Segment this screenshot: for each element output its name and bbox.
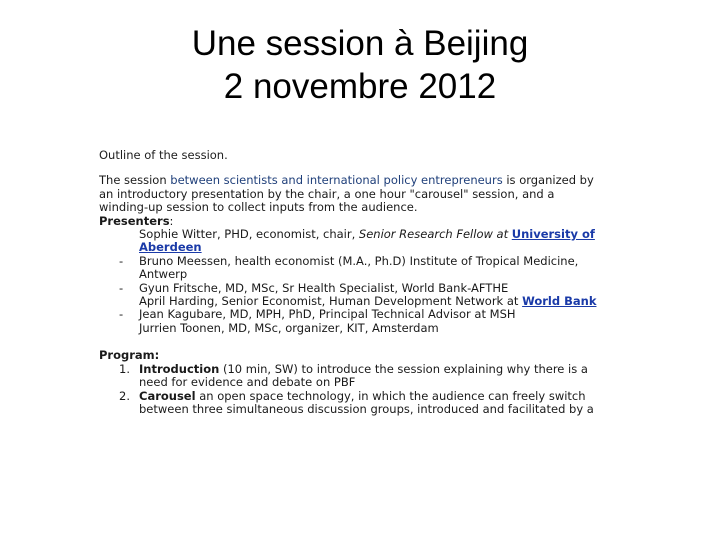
presenter-item xyxy=(99,308,599,321)
presenter-item xyxy=(99,282,599,295)
presenter-item xyxy=(99,228,599,255)
world-bank-link[interactable]: World Bank xyxy=(522,294,597,309)
program-heading: Program: xyxy=(99,348,160,363)
presenters-label: Presenters xyxy=(99,213,170,228)
presenters-colon: : xyxy=(169,213,174,228)
intro-text-part-1: The session xyxy=(99,173,171,188)
university-of-aberdeen-link[interactable]: University of Aberdeen xyxy=(139,227,595,255)
outline-heading: Outline of the session. xyxy=(99,149,228,162)
presenters-heading xyxy=(99,215,599,228)
program-item-title: Carousel xyxy=(139,388,196,403)
program-item xyxy=(99,390,599,417)
program-item-title: Introduction xyxy=(139,361,220,376)
presenter-item xyxy=(99,322,599,335)
program-list xyxy=(99,363,599,417)
presenter-text: Sophie Witter, PHD, economist, chair, xyxy=(139,227,359,242)
intro-highlight: between scientists and international policy entrepreneurs xyxy=(170,173,503,188)
presenter-text: April Harding, Senior Economist, Human Development Network at xyxy=(139,294,523,309)
intro-text-part-3: is organized by an introductory presentation by the chair, a one hour "carousel" session, and a winding-up session to collect inputs from the audience. xyxy=(99,173,594,215)
program-item xyxy=(99,363,599,390)
slide-title-line-1: Une session à Beijing xyxy=(191,24,529,63)
list-dash: - xyxy=(119,307,124,322)
session-intro-paragraph xyxy=(99,174,599,214)
presenter-item xyxy=(99,255,599,282)
presenter-text: Bruno Meessen, health economist (M.A., Ph.D) xyxy=(139,253,410,268)
program-item-number: 2. xyxy=(119,388,130,403)
presenter-role: Senior Research Fellow at xyxy=(358,227,512,242)
program-item-description: (10 min, SW) to introduce the session explaining why there is a need for evidence and debate on PBF xyxy=(139,361,588,390)
slide-title xyxy=(0,22,720,108)
presenter-affiliation: Institute of Tropical Medicine, Antwerp xyxy=(139,253,579,282)
program-item-description: an open space technology, in which the audience can freely switch between three simultaneous discussion groups, introduced and facilitated by a xyxy=(139,388,594,416)
list-dash: - xyxy=(119,280,124,295)
slide-title-line-2: 2 novembre 2012 xyxy=(223,67,497,106)
presenter-text: Jean Kagubare, MD, MPH, PhD, Principal Technical Advisor at MSH xyxy=(139,307,516,322)
presenter-item xyxy=(99,295,599,308)
program-item-number: 1. xyxy=(119,361,130,376)
list-dash: - xyxy=(119,253,124,268)
presenter-text: Gyun Fritsche, MD, MSc, Sr Health Specialist, World Bank-AFTHE xyxy=(139,280,509,295)
presenters-list xyxy=(99,228,599,335)
presenter-text: Jurrien Toonen, MD, MSc, organizer, KIT, Amsterdam xyxy=(139,320,439,335)
document-excerpt-image xyxy=(99,149,599,421)
